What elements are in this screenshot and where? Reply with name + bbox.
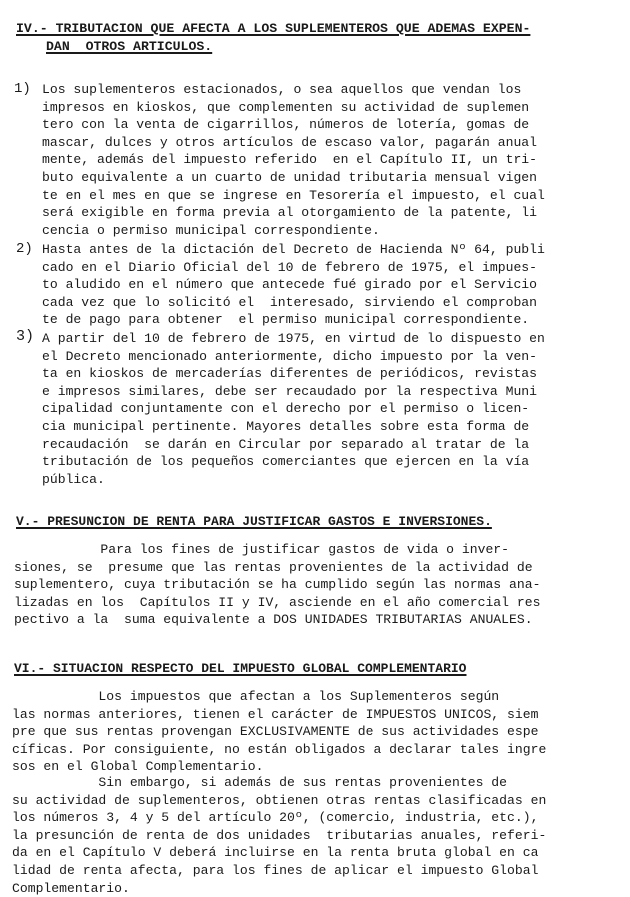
section-iv-title-line-1: IV.- TRIBUTACION QUE AFECTA A LOS SUPLEMENTEROS QUE ADEMAS EXPEN- — [16, 21, 531, 36]
section-vi-p1-line: pre que sus rentas provengan EXCLUSIVAMENTE de sus actividades espe — [12, 724, 539, 740]
item-2-line: cada vez que lo solicitó el interesado, sirviendo el comproban — [42, 294, 538, 310]
section-vi-p2-line: Sin embargo, si además de sus rentas provenientes de — [12, 775, 508, 790]
section-vi-title-text: VI.- SITUACION RESPECTO DEL IMPUESTO GLOBAL COMPLEMENTARIO — [14, 661, 467, 676]
item-2-line: te de pago para obtener el permiso municipal correspondiente. — [42, 312, 530, 328]
section-vi-title — [14, 660, 466, 678]
section-vi-p2-line: da en el Capítulo V deberá incluirse en la renta bruta global en ca — [12, 845, 539, 861]
item-3-line: A partir del 10 de febrero de 1975, en virtud de lo dispuesto en — [42, 331, 545, 346]
item-3-text — [42, 330, 545, 488]
section-iv-title — [16, 20, 530, 55]
item-1-line: impresos en kioskos, que complementen su actividad de suplemen — [42, 99, 530, 115]
item-3-line: tributación de los pequeños comerciantes que ejercen en la vía — [42, 454, 530, 470]
section-vi-p2-line: su actividad de suplementeros, obtienen otras rentas clasificadas en — [12, 792, 547, 808]
section-v-paragraph — [14, 541, 540, 629]
section-vi-p1-line: sos en el Global Complementario. — [12, 759, 264, 775]
item-1-line: mascar, dulces y otros artículos de escaso valor, pagarán anual — [42, 134, 538, 150]
item-1-line: cencia o permiso municipal correspondiente. — [42, 222, 380, 238]
section-v-line: suplementero, cuya tributación se ha cumplido según las normas ana- — [14, 577, 541, 593]
item-2-line: to aludido en el número que antecede fué girado por el Servicio — [42, 277, 538, 293]
section-v-title-text: V.- PRESUNCION DE RENTA PARA JUSTIFICAR GASTOS E INVERSIONES. — [16, 514, 492, 529]
item-3-number: 3) — [16, 328, 35, 345]
item-3-line: ta en kioskos de mercaderías diferentes de periódicos, revistas — [42, 366, 538, 382]
section-vi-p1-line: Los impuestos que afectan a los Suplementeros según — [12, 689, 500, 704]
section-v-line: lizadas en los Capítulos II y IV, asciende en el año comercial res — [14, 594, 541, 610]
item-1-line: tero con la venta de cigarrillos, números de lotería, gomas de — [42, 117, 530, 133]
section-vi-p2-line: los números 3, 4 y 5 del artículo 20º, (comercio, industria, etc.), — [12, 810, 539, 826]
section-vi-p2-line: la presunción de renta de dos unidades tributarias anuales, referi- — [12, 827, 547, 843]
item-1-line: Los suplementeros estacionados, o sea aquellos que vendan los — [42, 82, 522, 97]
section-v-line: Para los fines de justificar gastos de vida o inver- — [14, 542, 510, 557]
section-vi-p2-line: Complementario. — [12, 880, 130, 896]
item-3-line: recaudación se darán en Circular por separado al tratar de la — [42, 436, 530, 452]
item-1-line: mente, además del impuesto referido en el Capítulo II, un tri- — [42, 152, 538, 168]
item-3-line: cia municipal pertinente. Mayores detalles sobre esta forma de — [42, 418, 530, 434]
item-3-line: cipalidad conjuntamente con el derecho por el permiso o licen- — [42, 401, 530, 417]
item-2-number: 2) — [16, 241, 33, 257]
section-v-line: pectivo a la suma equivalente a DOS UNIDADES TRIBUTARIAS ANUALES. — [14, 612, 533, 628]
item-3-line: el Decreto mencionado anteriormente, dicho impuesto por la ven- — [42, 348, 538, 364]
section-vi-p2-line: lidad de renta afecta, para los fines de aplicar el impuesto Global — [12, 862, 539, 878]
item-3-line: e impresos similares, debe ser recaudado por la respectiva Muni — [42, 383, 538, 399]
section-vi-paragraph-2 — [12, 774, 546, 897]
item-1-line: será exigible en forma previa al otorgamiento de la patente, li — [42, 205, 538, 221]
section-v-line: siones, se presume que las rentas provenientes de la actividad de — [14, 559, 533, 575]
item-1-number: 1) — [14, 81, 31, 97]
section-vi-paragraph-1 — [12, 688, 546, 776]
item-3-line: pública. — [42, 471, 105, 487]
item-2-text — [42, 241, 545, 329]
item-1-text — [42, 81, 545, 239]
item-1-line: buto equivalente a un cuarto de unidad tributaria mensual vigen — [42, 169, 538, 185]
item-2-line: cado en el Diario Oficial del 10 de febrero de 1975, el impues- — [42, 259, 538, 275]
section-vi-p1-line: las normas anteriores, tienen el carácter de IMPUESTOS UNICOS, siem — [12, 706, 539, 722]
section-iv-title-line-2: DAN OTROS ARTICULOS. — [46, 38, 213, 54]
item-1-line: te en el mes en que se ingrese en Tesorería el impuesto, el cual — [42, 187, 545, 203]
section-v-title — [16, 513, 492, 531]
section-vi-p1-line: cíficas. Por consiguiente, no están obligados a declarar tales ingre — [12, 741, 547, 757]
item-2-line: Hasta antes de la dictación del Decreto de Hacienda Nº 64, publi — [42, 242, 545, 257]
